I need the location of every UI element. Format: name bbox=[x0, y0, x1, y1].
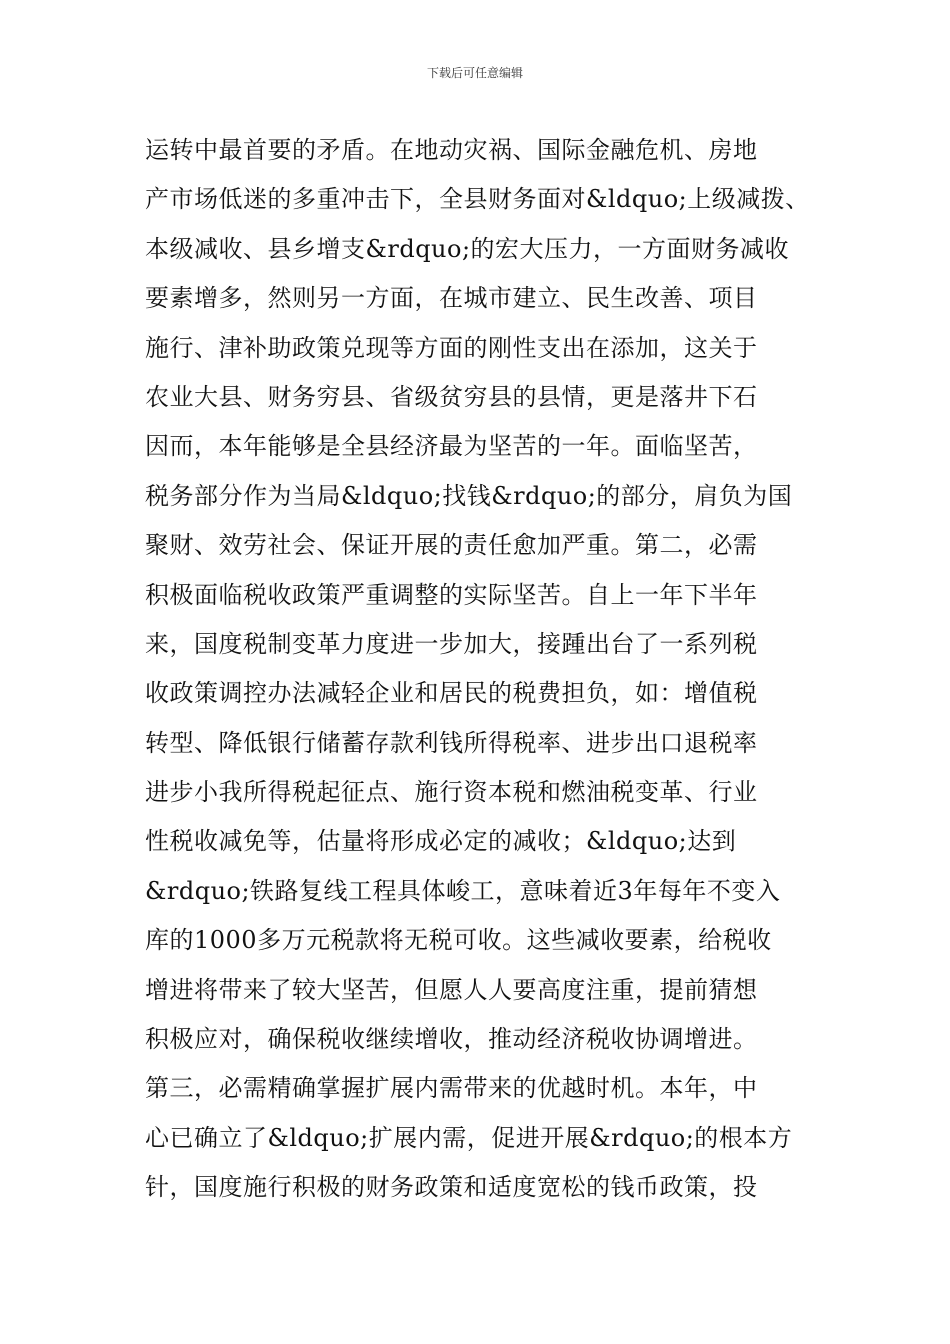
text-line: 产市场低迷的多重冲击下，全县财务面对&ldquo;上级减拨、 bbox=[145, 185, 810, 214]
text-line: 增进将带来了较大坚苦，但愿人人要高度注重，提前猜想 bbox=[145, 975, 758, 1004]
text-line: 心已确立了&ldquo;扩展内需，促进开展&rdquo;的根本方 bbox=[145, 1123, 793, 1152]
text-line: 积极应对，确保税收继续增收，推动经济税收协调增进。 bbox=[145, 1025, 758, 1054]
text-line: 税务部分作为当局&ldquo;找钱&rdquo;的部分，肩负为国 bbox=[145, 481, 793, 510]
text-line: 针，国度施行积极的财务政策和适度宽松的钱币政策，投 bbox=[145, 1173, 758, 1202]
text-line: 施行、津补助政策兑现等方面的刚性支出在添加，这关于 bbox=[145, 333, 758, 362]
page-header: 下载后可任意编辑 bbox=[426, 66, 523, 80]
text-line: 收政策调控办法减轻企业和居民的税费担负，如：增值税 bbox=[145, 679, 758, 708]
text-line: 进步小我所得税起征点、施行资本税和燃油税变革、行业 bbox=[145, 778, 758, 807]
text-line: 第三，必需精确掌握扩展内需带来的优越时机。本年，中 bbox=[145, 1074, 758, 1103]
text-line: 本级减收、县乡增支&rdquo;的宏大压力，一方面财务减收 bbox=[145, 234, 790, 263]
text-line: 来，国度税制变革力度进一步加大，接踵出台了一系列税 bbox=[145, 629, 758, 658]
text-line: 转型、降低银行储蓄存款利钱所得税率、进步出口退税率 bbox=[145, 728, 758, 757]
text-line: 运转中最首要的矛盾。在地动灾祸、国际金融危机、房地 bbox=[145, 136, 758, 164]
text-line: 积极面临税收政策严重调整的实际坚苦。自上一年下半年 bbox=[145, 580, 758, 609]
text-line: 因而，本年能够是全县经济最为坚苦的一年。面临坚苦， bbox=[145, 432, 758, 461]
text-line: &rdquo;铁路复线工程具体峻工，意味着近3年每年不变入 bbox=[145, 876, 781, 905]
text-line: 性税收减免等，估量将形成必定的减收；&ldquo;达到 bbox=[145, 827, 737, 856]
text-line: 聚财、效劳社会、保证开展的责任愈加严重。第二，必需 bbox=[145, 531, 758, 560]
text-line: 库的1000多万元税款将无税可收。这些减收要素，给税收 bbox=[145, 926, 772, 955]
text-line: 要素增多，然则另一方面，在城市建立、民生改善、项目 bbox=[145, 284, 758, 313]
text-line: 农业大县、财务穷县、省级贫穷县的县情，更是落井下石 bbox=[145, 382, 758, 411]
document-body bbox=[145, 126, 845, 1213]
